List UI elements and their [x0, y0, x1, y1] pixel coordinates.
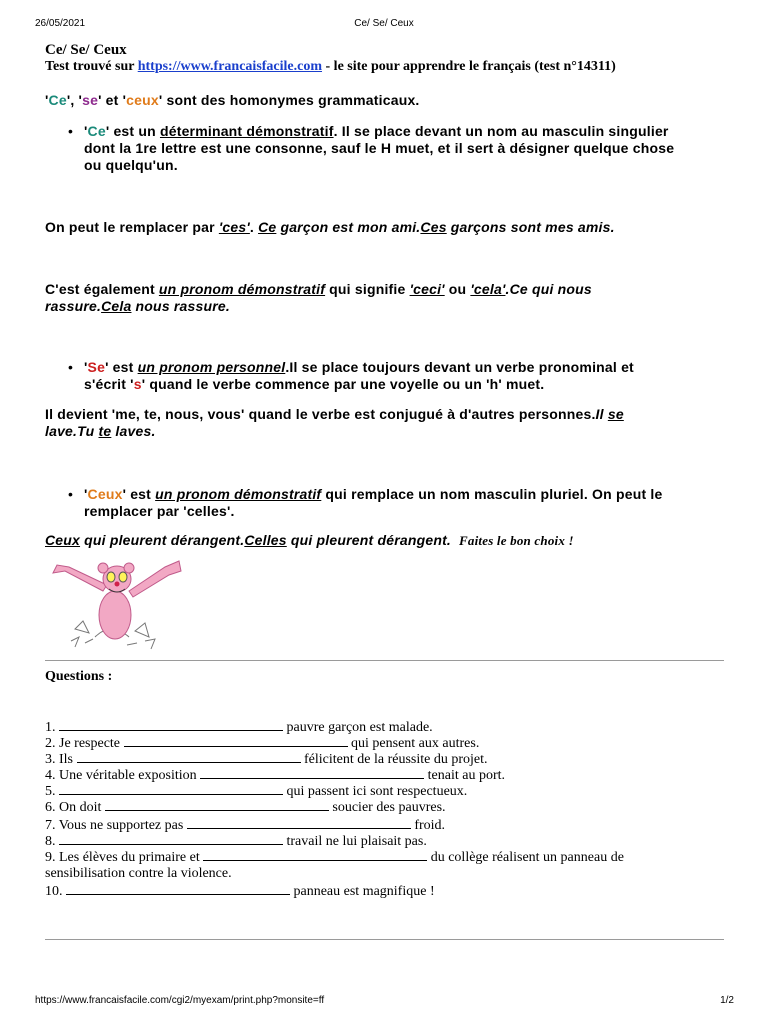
- q-text: 9. Les élèves du primaire et: [45, 850, 204, 865]
- bullet-dot: •: [68, 123, 73, 139]
- answer-blank[interactable]: [77, 751, 301, 763]
- b3-q: ': [84, 486, 88, 502]
- ex-celles: Celles: [244, 532, 287, 548]
- rem-ces: 'ces': [218, 219, 250, 235]
- pro-ceci: 'ceci': [409, 281, 445, 297]
- intro-sep1: ', ': [66, 92, 83, 108]
- q-text: sensibilisation contre la violence.: [45, 866, 232, 881]
- pro-term: un pronom démonstratif: [158, 281, 326, 297]
- print-page-number: 1/2: [720, 995, 734, 1006]
- rem-a: On peut le remplacer par: [45, 219, 219, 235]
- pronom-para: [45, 281, 592, 315]
- question-5: [45, 783, 467, 800]
- intro-ceux: ceux: [126, 92, 159, 108]
- intro-ce: Ce: [48, 92, 67, 108]
- b3-mid: ' est: [122, 486, 156, 502]
- divider: [45, 939, 724, 940]
- pro-cela: 'cela': [470, 281, 506, 297]
- q-text: félicitent de la réussite du projet.: [300, 752, 488, 767]
- answer-blank[interactable]: [203, 849, 427, 861]
- source-link[interactable]: https://www.francaisfacile.com: [137, 59, 323, 74]
- print-url: https://www.francaisfacile.com/cgi2/myexam/print.php?monsite=ff: [35, 995, 325, 1006]
- panther-eye: [119, 572, 127, 582]
- b2-l2a: s'écrit ': [84, 376, 134, 392]
- b1-q: ': [84, 123, 88, 139]
- b3-ceux: Ceux: [87, 486, 123, 502]
- question-3: [45, 751, 488, 768]
- print-title: Ce/ Se/ Ceux: [354, 18, 414, 29]
- pro-l2a: rassure.: [45, 298, 102, 314]
- b1-rest: . Il se place devant un nom au masculin singulier: [333, 123, 669, 139]
- pro-a: C'est également: [45, 281, 159, 297]
- question-7: [45, 817, 445, 834]
- rem-b: garçon est mon ami.: [276, 219, 421, 235]
- q-text: 4. Une véritable exposition: [45, 768, 201, 783]
- panther-ear: [124, 563, 134, 573]
- intro-line: [45, 92, 420, 109]
- q-text: soucier des pauvres.: [328, 800, 446, 815]
- dev-l2a: lave.Tu: [45, 423, 99, 439]
- ex-b: qui pleurent dérangent.: [286, 532, 452, 548]
- q-text: 5.: [45, 784, 59, 799]
- dev-se: se: [607, 406, 624, 422]
- q-text: tenait au port.: [424, 768, 506, 783]
- answer-blank[interactable]: [187, 817, 411, 829]
- ex-ceux: Ceux: [45, 532, 81, 548]
- answer-blank[interactable]: [66, 883, 290, 895]
- bullet-se: [84, 359, 634, 393]
- pro-c: .Ce qui nous: [505, 281, 592, 297]
- page-title: Ce/ Se/ Ceux: [45, 42, 127, 58]
- dev-il: Il: [595, 406, 608, 422]
- pro-l2b: nous rassure.: [131, 298, 230, 314]
- answer-blank[interactable]: [59, 719, 283, 731]
- ex-a: qui pleurent dérangent.: [80, 532, 245, 548]
- print-date: 26/05/2021: [35, 18, 86, 29]
- q-text: panneau est magnifique !: [290, 884, 435, 899]
- answer-blank[interactable]: [59, 783, 283, 795]
- question-6: [45, 799, 446, 816]
- b1-line2: dont la 1re lettre est une consonne, sauf le H muet, et il sert à désigner quelque chose: [84, 140, 675, 156]
- q-text: 7. Vous ne supportez pas: [45, 818, 187, 833]
- question-1: [45, 719, 433, 736]
- question-9: [45, 849, 624, 882]
- q-text: qui pensent aux autres.: [347, 736, 480, 751]
- pink-panther-image: [45, 551, 193, 651]
- ceux-example: [45, 532, 574, 549]
- b2-term: un pronom personnel: [137, 359, 286, 375]
- source-prefix: Test trouvé sur: [45, 59, 138, 74]
- questions-heading: Questions :: [45, 669, 113, 684]
- b3-rest: qui remplace un nom masculin pluriel. On peut le: [321, 486, 663, 502]
- question-8: [45, 833, 427, 850]
- bullet-ce: [84, 123, 674, 174]
- q-text: 3. Ils: [45, 752, 77, 767]
- intro-se: se: [82, 92, 99, 108]
- q-text: qui passent ici sont respectueux.: [283, 784, 468, 799]
- q-text: 2. Je respecte: [45, 736, 124, 751]
- b2-se: Se: [87, 359, 106, 375]
- remplacer-line: [45, 219, 615, 236]
- q-text: pauvre garçon est malade.: [283, 720, 433, 735]
- answer-blank[interactable]: [200, 767, 424, 779]
- question-2: [45, 735, 479, 752]
- b2-mid: ' est: [105, 359, 138, 375]
- intro-sep2: ' et ': [98, 92, 127, 108]
- bullet-dot: •: [68, 486, 73, 502]
- dev-l2b: laves.: [111, 423, 156, 439]
- q-text: 1.: [45, 720, 59, 735]
- source-line: [45, 59, 616, 75]
- rem-c: garçons sont mes amis.: [446, 219, 615, 235]
- pro-ou: ou: [444, 281, 471, 297]
- q-text: travail ne lui plaisait pas.: [283, 834, 427, 849]
- b3-l2: remplacer par 'celles'.: [84, 503, 235, 519]
- bullet-ceux: [84, 486, 663, 520]
- b2-s: s: [133, 376, 142, 392]
- panther-body: [99, 591, 131, 639]
- q-text: 8.: [45, 834, 59, 849]
- b1-line3: ou quelqu'un.: [84, 157, 178, 173]
- faites-choix: Faites le bon choix !: [459, 533, 574, 548]
- rem-dot: .: [249, 219, 259, 235]
- intro-q1: ': [45, 92, 49, 108]
- question-10: [45, 883, 435, 900]
- b1-ce: Ce: [87, 123, 106, 139]
- devient-para: [45, 406, 624, 440]
- rem-ce: Ce: [258, 219, 277, 235]
- panther-nose: [115, 582, 120, 587]
- pro-b: qui signifie: [325, 281, 410, 297]
- pro-cela2: Cela: [101, 298, 132, 314]
- b2-l2b: ' quand le verbe commence par une voyelle ou un 'h' muet.: [141, 376, 545, 392]
- b3-term: un pronom démonstratif: [155, 486, 322, 502]
- b1-term: déterminant démonstratif: [159, 123, 334, 139]
- panther-ear: [98, 563, 108, 573]
- b2-rest: .Il se place toujours devant un verbe pronominal et: [285, 359, 634, 375]
- q-text: 10.: [45, 884, 66, 899]
- rem-ces2: Ces: [420, 219, 447, 235]
- dev-a: Il devient 'me, te, nous, vous' quand le verbe est conjugué à d'autres personnes.: [45, 406, 596, 422]
- bullet-dot: •: [68, 359, 73, 375]
- dev-te: te: [98, 423, 112, 439]
- answer-blank[interactable]: [105, 799, 329, 811]
- answer-blank[interactable]: [124, 735, 348, 747]
- divider: [45, 660, 724, 661]
- panther-eye: [107, 572, 115, 582]
- b1-mid: ' est un: [105, 123, 160, 139]
- q-text: froid.: [410, 818, 446, 833]
- q-text: 6. On doit: [45, 800, 105, 815]
- source-suffix: - le site pour apprendre le français (test n°14311): [322, 59, 616, 74]
- answer-blank[interactable]: [59, 833, 283, 845]
- q-text: du collège réalisent un panneau de: [427, 850, 624, 865]
- b2-q: ': [84, 359, 88, 375]
- intro-rest: ' sont des homonymes grammaticaux.: [158, 92, 420, 108]
- question-4: [45, 767, 505, 784]
